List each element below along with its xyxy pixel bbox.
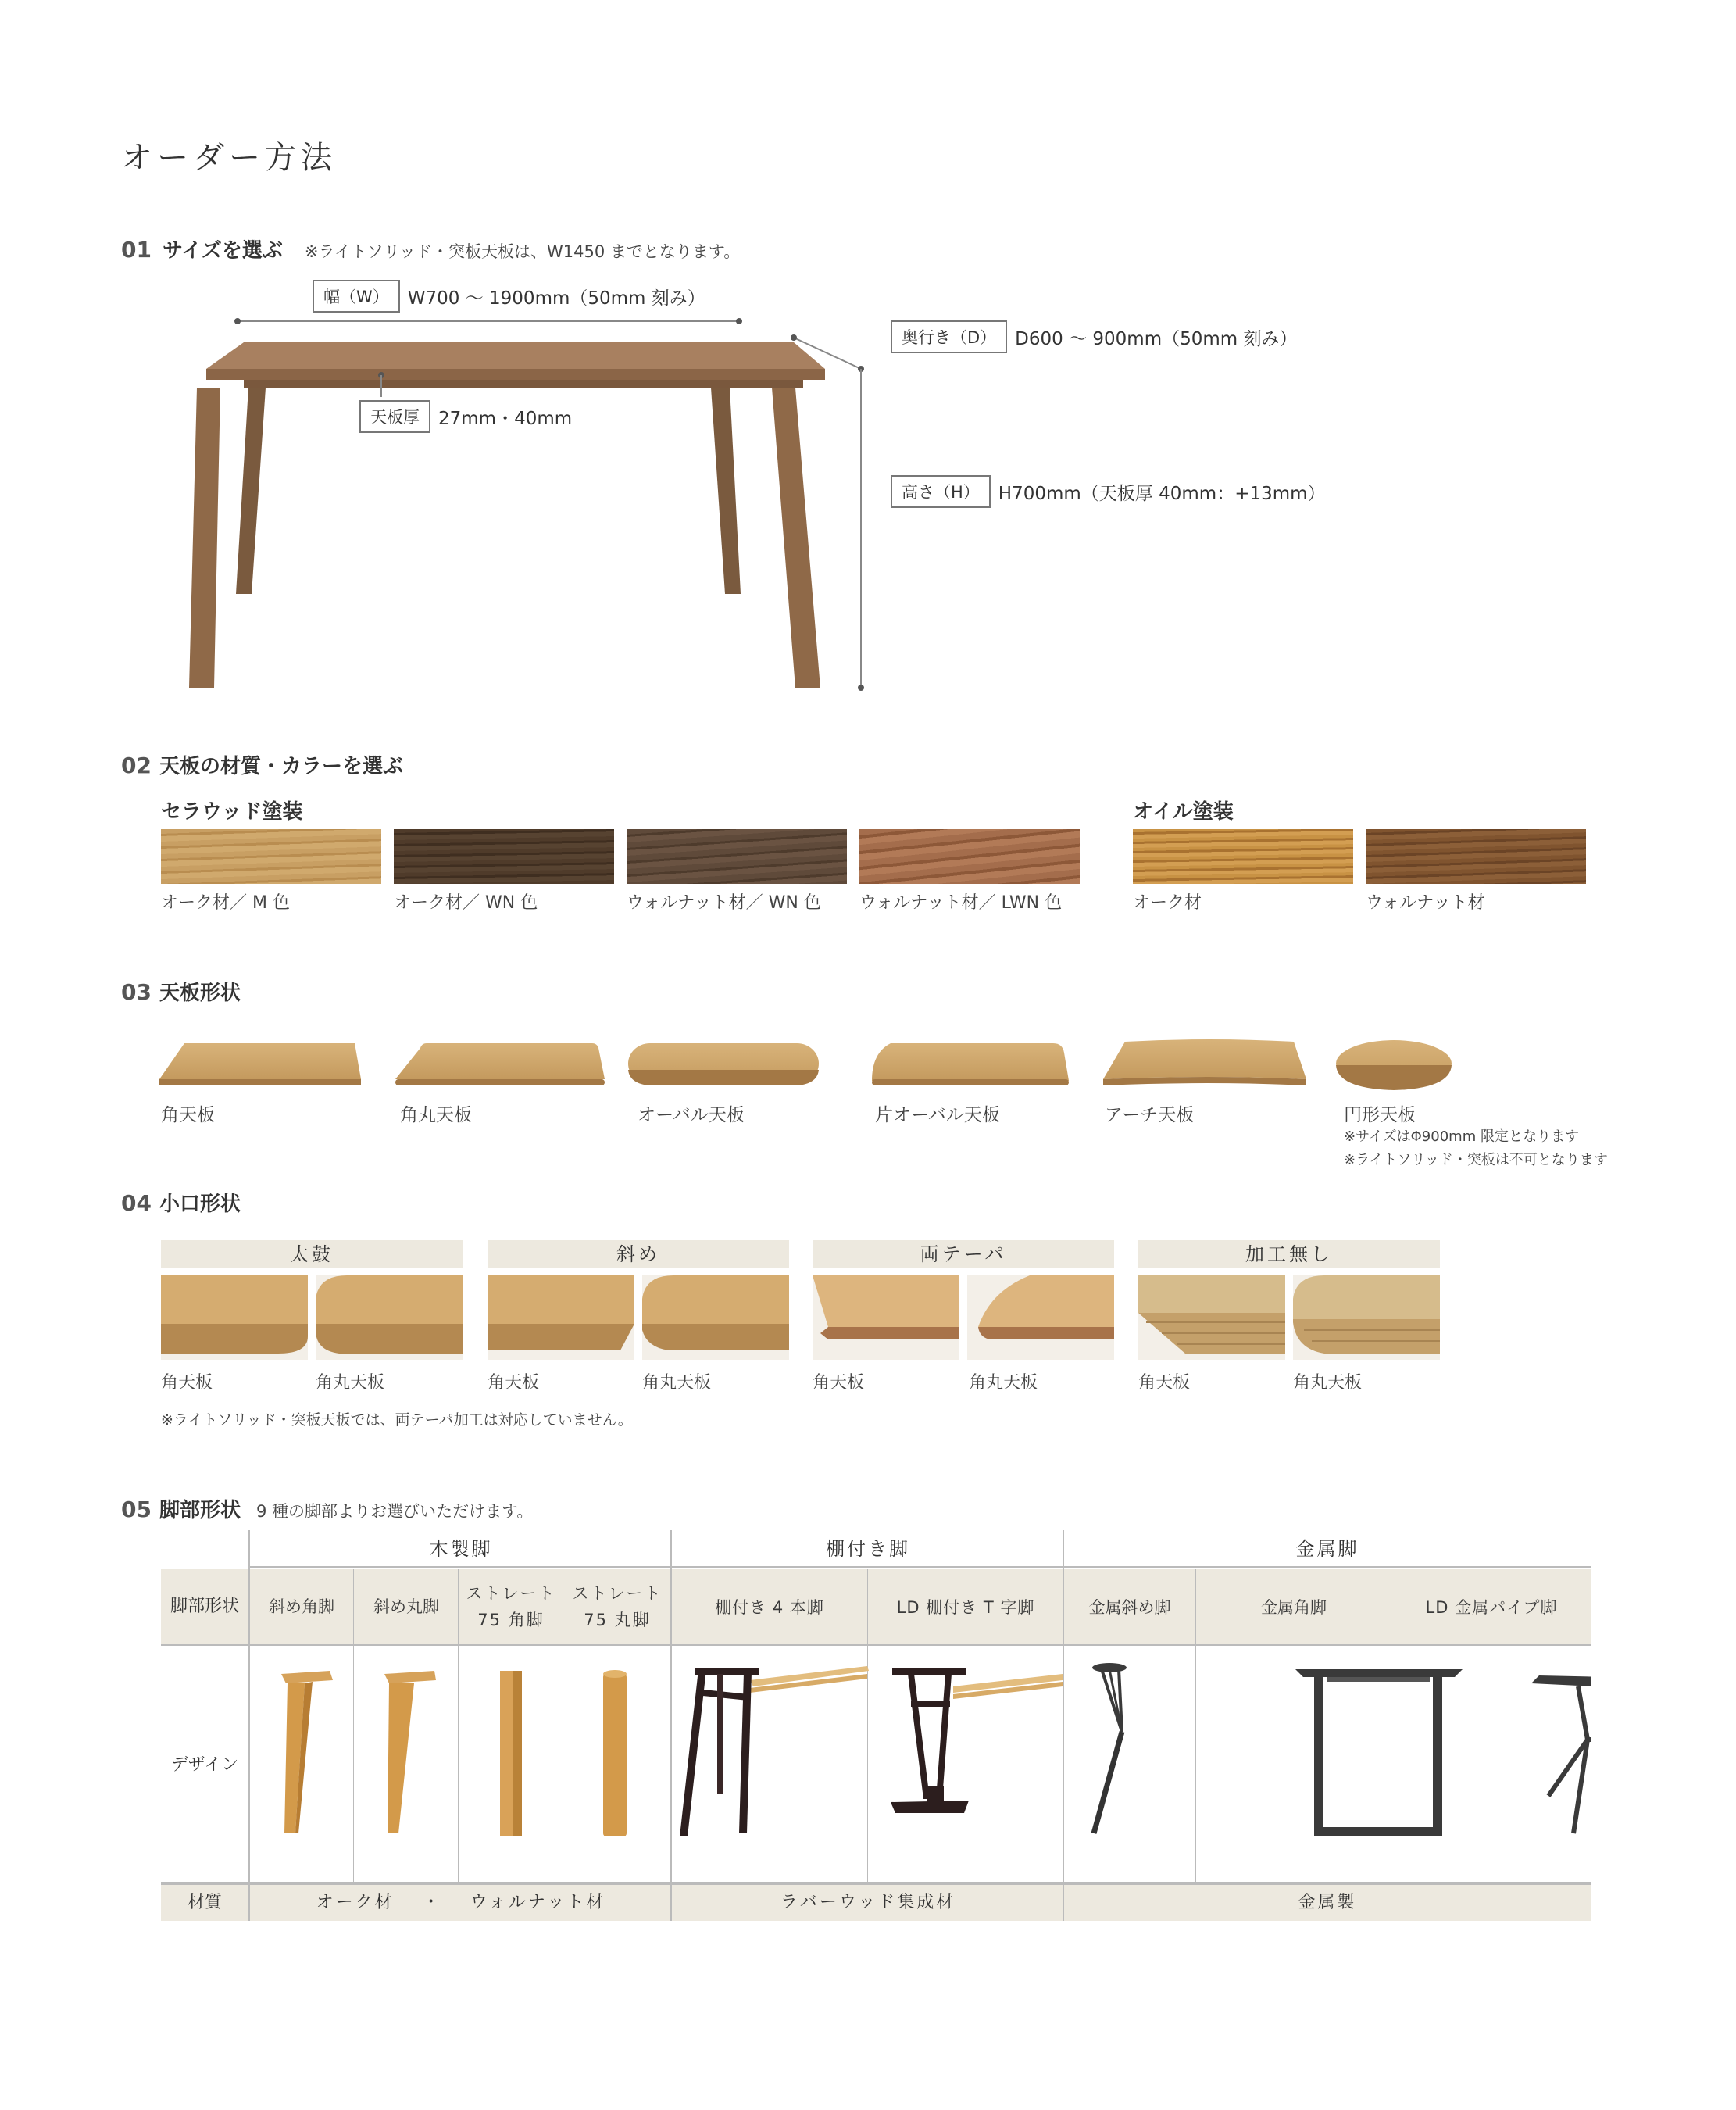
group-shelf: 棚付き脚 [826,1538,910,1560]
edge-naname-rounded [642,1275,789,1360]
swatch-walnut-lwn [859,829,1080,884]
edge-taper-rounded [967,1275,1114,1360]
leg-name-cell [1392,1569,1591,1644]
shape-label: 片オーバル天板 [875,1105,1000,1125]
shape-label: アーチ天板 [1105,1105,1195,1125]
edge-group-title: 斜め [488,1240,789,1268]
section-title: 天板の材質・カラーを選ぶ [159,755,403,778]
leg-slanted-round-icon [384,1671,436,1833]
height-dimension [891,475,1326,508]
section-number: 04 [121,1190,152,1216]
width-tag: 幅（W） [313,280,400,313]
swatch-oil-oak [1133,829,1353,884]
section-note: 9 種の脚部よりお選びいただけます。 [255,1502,534,1521]
shape-label: 角丸天板 [400,1105,472,1125]
leg-straight-round-icon [603,1670,627,1836]
leg-name-cell [355,1569,458,1644]
leg-name: LD 金属パイプ脚 [1425,1598,1558,1617]
material-wood [250,1885,672,1921]
shape-square [159,1043,361,1085]
material-shelf: ラバーウッド集成材 [780,1893,956,1912]
edge-label: 角丸天板 [316,1373,385,1393]
leg-name-cell [672,1569,867,1644]
section-number: 03 [121,979,152,1005]
swatch-label: オーク材／ WN 色 [394,893,538,913]
swatch-label: ウォルナット材／ LWN 色 [859,893,1063,913]
leg-metal-slanted-icon [1092,1663,1127,1833]
material-separator: ・ [422,1893,442,1912]
edge-label: 角天板 [1138,1373,1191,1393]
leg-name: 斜め角脚 [269,1597,334,1616]
table-illustration [141,305,906,711]
group-metal: 金属脚 [1295,1538,1359,1560]
leg-metal-pipe-icon [1531,1675,1591,1833]
leg-designs [250,1646,1591,1882]
leg-table [161,1530,1591,1921]
thickness-tag: 天板厚 [359,400,430,433]
section-title: 小口形状 [159,1193,241,1216]
section-2-header [121,750,403,779]
leg-name: ストレート [466,1584,556,1603]
section-5-header [121,1494,533,1523]
edge-group-title: 太鼓 [161,1240,463,1268]
edge-none-rounded [1293,1275,1440,1360]
leg-name: ストレート [572,1584,663,1603]
edge-taiko-rounded [316,1275,463,1360]
shape-round [1336,1040,1452,1090]
section-title: サイズを選ぶ [162,239,283,263]
leg-shelf-four-icon [680,1666,869,1836]
shape-oval [628,1043,819,1085]
leg-name: 斜め丸脚 [373,1597,439,1616]
swatch-label: ウォルナット材 [1366,893,1485,913]
leg-metal-square-icon [1295,1669,1463,1836]
material-oak: オーク材 [316,1893,395,1912]
edge-taiko-square [161,1275,308,1360]
section-number: 01 [121,237,152,263]
depth-text: D600 〜 900mm（50mm 刻み） [1015,328,1298,349]
edge-taper-square [813,1275,959,1360]
swatch-label: オーク材 [1133,893,1202,913]
row-label-shape: 脚部形状 [170,1597,239,1616]
row-label-design: デザイン [170,1755,239,1775]
section-1-header [121,234,740,263]
leg-straight-square-icon [500,1671,522,1836]
leg-name: 金属角脚 [1261,1598,1327,1617]
width-text: W700 〜 1900mm（50mm 刻み） [407,288,705,309]
material-walnut: ウォルナット材 [470,1893,606,1912]
leg-name-cell [459,1569,563,1644]
section-number: 05 [121,1497,152,1522]
thickness-text: 27mm・40mm [438,408,573,429]
leg-name-cell [869,1569,1063,1644]
swatch-walnut-wn [627,829,847,884]
edge-group-title: 両テーパ [813,1240,1114,1268]
depth-tag: 奥行き（D） [891,320,1007,353]
edge-label: 角天板 [488,1373,540,1393]
leg-name: 棚付き 4 本脚 [715,1598,824,1617]
shape-half-oval [872,1043,1069,1085]
thickness-dimension [359,400,572,433]
group-wood: 木製脚 [429,1538,493,1560]
leg-name-cell [564,1569,670,1644]
leg-name-cell [250,1569,353,1644]
swatch-label: オーク材／ M 色 [161,893,290,913]
section-number: 02 [121,753,152,778]
section-4-header [121,1188,241,1217]
shape-label: オーバル天板 [638,1105,745,1125]
page-title: オーダー方法 [121,140,337,176]
round-note-size: ※サイズはΦ900mm 限定となります [1344,1128,1579,1145]
leg-name-sub: 75 角脚 [477,1611,545,1629]
section-3-header [121,977,241,1006]
swatch-oil-walnut [1366,829,1586,884]
swatch-oak-m [161,829,381,884]
section-note: ※ライトソリッド・突板天板は、W1450 までとなります。 [304,242,741,261]
material-metal: 金属製 [1298,1893,1357,1912]
shape-rounded-square [395,1043,605,1085]
leg-name-cell [1197,1569,1391,1644]
finish-group-ceramwood: セラウッド塗装 [161,800,303,824]
row-label-material: 材質 [187,1893,222,1912]
section-title: 脚部形状 [159,1499,241,1522]
edge-label: 角丸天板 [642,1373,712,1393]
edge-label: 角天板 [161,1373,213,1393]
edge-label: 角丸天板 [1293,1373,1363,1393]
leg-shelf-t-icon [891,1668,1063,1813]
leg-name-sub: 75 丸脚 [584,1611,651,1629]
section-title: 天板形状 [159,982,241,1005]
edge-label: 角天板 [813,1373,865,1393]
height-tag: 高さ（H） [891,475,991,508]
swatch-oak-wn [394,829,614,884]
leg-name-cell [1064,1569,1195,1644]
swatch-label: ウォルナット材／ WN 色 [627,893,821,913]
shape-label: 円形天板 [1344,1105,1416,1125]
round-note-material: ※ライトソリッド・突板は不可となります [1344,1152,1608,1168]
edge-naname-square [488,1275,634,1360]
depth-dimension [891,320,1298,353]
finish-group-oil: オイル塗装 [1133,800,1234,824]
leg-slanted-square-icon [281,1671,333,1833]
shape-label: 角天板 [161,1105,215,1125]
leg-name: LD 棚付き T 字脚 [896,1598,1035,1617]
height-text: H700mm（天板厚 40mm：+13mm） [998,483,1326,504]
shape-arch [1103,1039,1306,1085]
edge-label: 角丸天板 [969,1373,1038,1393]
top-shapes [156,1035,1484,1114]
edge-none-square [1138,1275,1285,1360]
edge-group-title: 加工無し [1138,1240,1440,1268]
edge-note: ※ライトソリッド・突板天板では、両テーパ加工は対応していません。 [161,1411,633,1429]
leg-name: 金属斜め脚 [1088,1598,1171,1617]
